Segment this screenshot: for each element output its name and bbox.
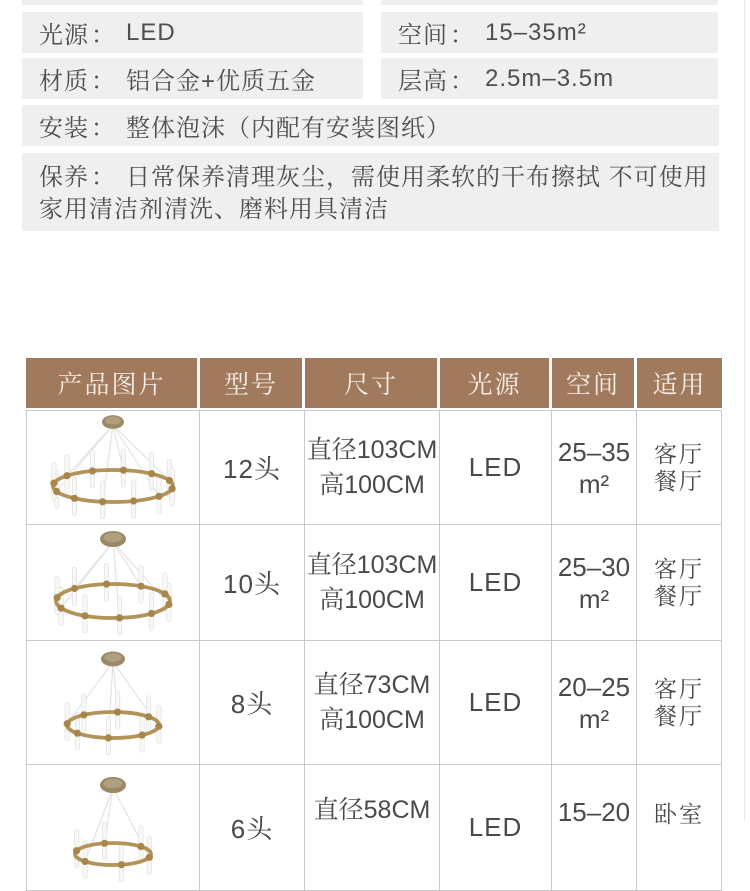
ring-chandelier-12-light-image bbox=[28, 412, 198, 524]
spec-value-line: 家用清洁剂清洗、磨料用具清洁 bbox=[39, 196, 389, 223]
table-row-cell-model: 10头 bbox=[200, 525, 304, 640]
ring-chandelier-6-light-image bbox=[28, 772, 198, 884]
spec-light-source bbox=[22, 12, 363, 53]
spec-space bbox=[381, 12, 718, 53]
spec-value-line: 日常保养清理灰尘，需使用柔软的干布擦拭 不可使用 bbox=[126, 163, 709, 191]
space-range: 25–30 bbox=[557, 551, 631, 582]
table-row-cell-light: LED bbox=[440, 641, 551, 764]
product-spec-table bbox=[26, 358, 722, 891]
table-row-cell-rooms bbox=[637, 641, 721, 764]
table-row-cell-model: 6头 bbox=[200, 765, 304, 890]
table-row-cell-image bbox=[27, 411, 199, 524]
spec-label: 保养 bbox=[39, 163, 89, 191]
space-unit: m² bbox=[578, 703, 610, 734]
table-row-cell-model: 12头 bbox=[200, 411, 304, 524]
table-row-cell-model: 8头 bbox=[200, 641, 304, 764]
table-row-cell-light: LED bbox=[440, 411, 551, 524]
header-space: 空间 bbox=[552, 358, 637, 408]
size-diameter: 直径58CM bbox=[313, 795, 431, 824]
spec-label: 层高 bbox=[398, 68, 448, 95]
header-product-image: 产品图片 bbox=[26, 358, 200, 408]
room-name: 客厅 bbox=[654, 440, 704, 467]
size-height: 高100CM bbox=[319, 470, 425, 499]
table-row-cell-size bbox=[305, 765, 439, 890]
table-row-cell-size bbox=[305, 411, 439, 524]
table-row-cell-size bbox=[305, 525, 439, 640]
spec-care bbox=[22, 153, 719, 231]
room-name: 卧室 bbox=[654, 800, 704, 827]
room-name: 客厅 bbox=[654, 675, 704, 702]
room-name: 餐厅 bbox=[654, 582, 704, 609]
spec-label: 空间 bbox=[398, 22, 448, 49]
header-suitable-room: 适用 bbox=[637, 358, 722, 408]
spec-label: 光源 bbox=[39, 22, 89, 49]
space-unit: m² bbox=[578, 468, 610, 499]
spec-colon: ： bbox=[91, 115, 116, 142]
spec-colon: ： bbox=[91, 68, 116, 95]
space-range: 25–35 bbox=[557, 436, 631, 467]
table-row-cell-image bbox=[27, 765, 199, 890]
size-height: 高100CM bbox=[319, 585, 425, 614]
spec-colon: ： bbox=[450, 22, 475, 49]
spec-ceiling-height bbox=[381, 58, 718, 99]
ring-chandelier-10-light-image bbox=[28, 527, 198, 639]
ring-chandelier-8-light-image bbox=[28, 647, 198, 759]
size-diameter: 直径73CM bbox=[313, 670, 431, 699]
spec-value: 15–35m² bbox=[485, 18, 587, 46]
table-row-cell-light: LED bbox=[440, 525, 551, 640]
spec-colon: ： bbox=[450, 68, 475, 95]
header-model: 型号 bbox=[200, 358, 305, 408]
spec-value: LED bbox=[126, 18, 176, 46]
spec-colon: ： bbox=[91, 22, 116, 49]
table-row-cell-rooms bbox=[637, 525, 721, 640]
table-row-cell-image bbox=[27, 641, 199, 764]
table-header-row bbox=[26, 358, 722, 408]
header-size: 尺寸 bbox=[305, 358, 440, 408]
room-name: 餐厅 bbox=[654, 702, 704, 729]
table-body bbox=[26, 410, 722, 891]
spec-label: 材质 bbox=[39, 68, 89, 95]
spec-material bbox=[22, 58, 363, 99]
table-row-cell-light: LED bbox=[440, 765, 551, 890]
table-row-cell-size bbox=[305, 641, 439, 764]
table-row-cell-space bbox=[552, 765, 636, 890]
table-row-cell-space bbox=[552, 525, 636, 640]
page-edge-divider bbox=[744, 0, 745, 821]
size-diameter: 直径103CM bbox=[306, 435, 438, 464]
room-name: 餐厅 bbox=[654, 467, 704, 494]
spec-value: 铝合金+优质五金 bbox=[126, 68, 317, 95]
spec-installation bbox=[22, 105, 719, 146]
table-row-cell-space bbox=[552, 411, 636, 524]
spec-label: 安装 bbox=[39, 115, 89, 142]
spec-row-partial-left bbox=[22, 0, 363, 5]
size-height: 高100CM bbox=[319, 705, 425, 734]
space-range: 15–20 bbox=[557, 796, 631, 827]
header-light-source: 光源 bbox=[440, 358, 552, 408]
spec-colon: ： bbox=[91, 163, 116, 191]
size-diameter: 直径103CM bbox=[306, 550, 438, 579]
table-row-cell-space bbox=[552, 641, 636, 764]
table-row-cell-image bbox=[27, 525, 199, 640]
spec-row-partial-right bbox=[381, 0, 718, 5]
space-range: 20–25 bbox=[557, 671, 631, 702]
spec-value: 2.5m–3.5m bbox=[485, 64, 615, 92]
space-unit: m² bbox=[578, 583, 610, 614]
table-row-cell-rooms bbox=[637, 765, 721, 890]
spec-value: 整体泡沫（内配有安装图纸） bbox=[126, 115, 451, 142]
room-name: 客厅 bbox=[654, 555, 704, 582]
table-row-cell-rooms bbox=[637, 411, 721, 524]
